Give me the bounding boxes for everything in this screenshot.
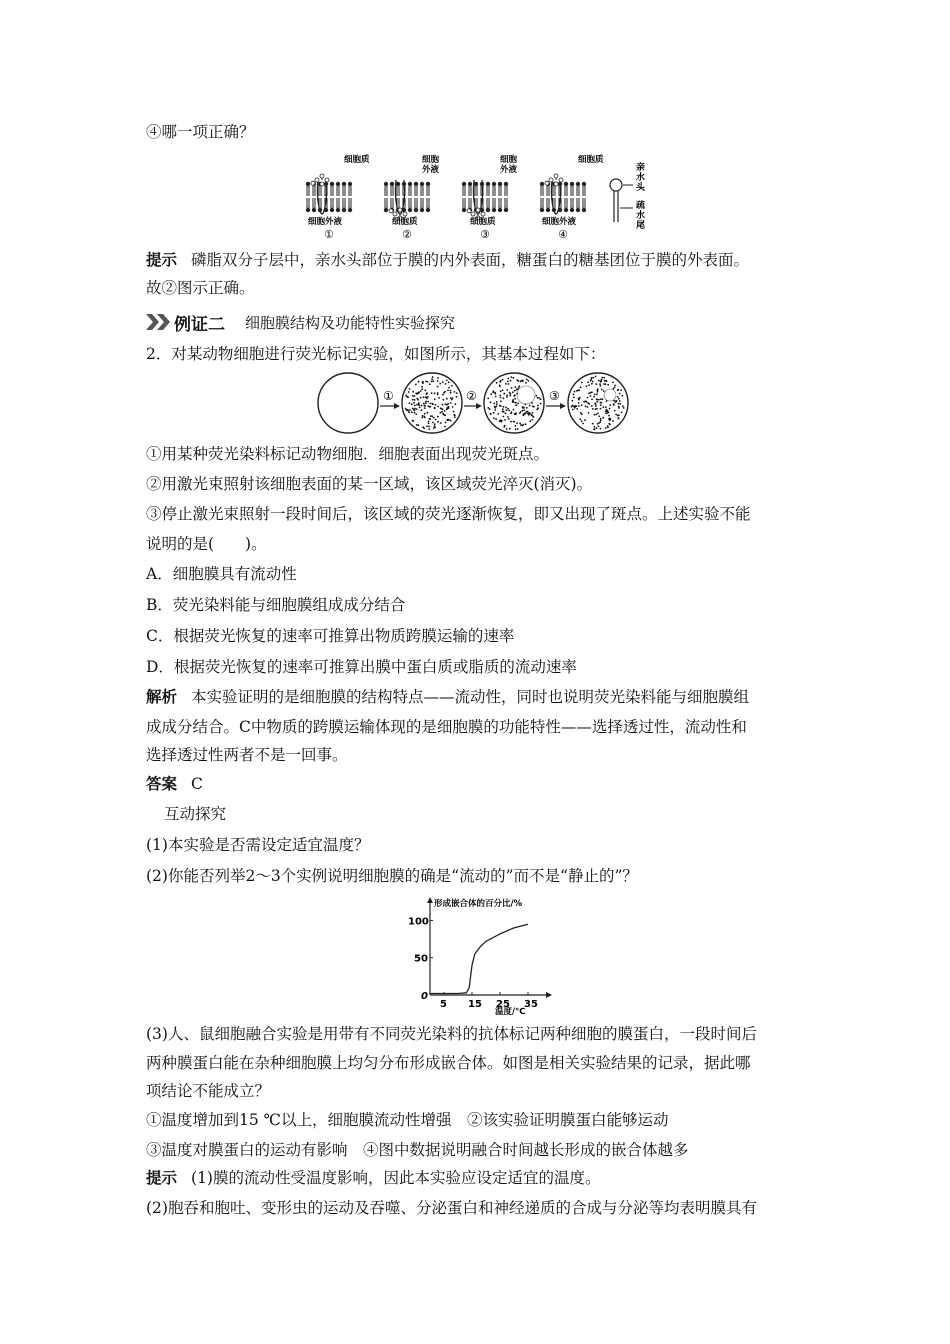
step-arrow-3 [546,389,566,409]
interactive-choices-1: ①温度增加到15 ℃以上，细胞膜流动性增强 ②该实验证明膜蛋白能够运动 [146,1111,669,1129]
interactive-hint1-text: (1)膜的流动性受温度影响，因此本实验应设定适宜的温度。 [191,1169,601,1187]
answer-value: C [191,775,203,793]
interactive-choices-2: ③温度对膜蛋白的运动有影响 ④图中数据说明融合时间越长形成的嵌合体越多 [146,1141,689,1159]
interactive-q3-line3: 项结论不能成立？ [146,1082,271,1100]
membrane-bottom-label: 细胞质 [392,217,418,227]
chart-xlabel: 温度/℃ [495,1007,526,1017]
step-arrow-2 [464,389,482,409]
cell-3 [484,373,544,433]
hint-label: 提示 [146,251,178,269]
y-tick-label: 100 [408,916,429,928]
step-label: ① [383,389,394,403]
interactive-q3-line1: (3)人、鼠细胞融合实验是用带有不同荧光染料的抗体标记两种细胞的膜蛋白，一段时间后 [146,1025,757,1043]
q1-hint-line1 [146,249,749,271]
membrane-panel-4 [540,154,604,241]
analysis-line2: 成成分结合。C中物质的跨膜运输体现的是细胞膜的功能特性——选择透过性，流动性和 [146,718,747,736]
membrane-figure [300,150,660,244]
cell-4 [568,373,628,433]
option-d: D．根据荧光恢复的速率可推算出膜中蛋白质或脂质的流动速率 [146,658,577,676]
interactive-hint2: (2)胞吞和胞吐、变形虫的运动及吞噬、分泌蛋白和神经递质的合成与分泌等均表明膜具有 [146,1199,757,1217]
q1-line: ④哪一项正确？ [146,123,255,141]
membrane-panel-2 [384,154,440,241]
step-arrow-1 [380,389,400,409]
membrane-panel-3 [462,154,518,241]
step-label: ③ [549,389,560,403]
analysis-line1 [146,686,749,708]
x-tick-label: 35 [524,999,538,1010]
analysis-line3: 选择透过性两者不是一回事。 [146,746,348,764]
membrane-bottom-label: 细胞质 [470,217,496,227]
membrane-bottom-label: 细胞外液 [308,217,343,227]
membrane-panel-number: ② [402,228,412,241]
membrane-panel-1 [306,154,370,241]
section-title: 细胞膜结构及功能特性实验探究 [245,313,456,332]
q2-step2: ②用激光束照射该细胞表面的某一区域，该区域荧光淬灭(消灭)。 [146,475,593,493]
x-axis-arrow [546,992,552,998]
interactive-q1: (1)本实验是否需设定适宜温度？ [146,836,370,854]
section-tag: 例证二 [174,314,225,335]
q2-step3: ③停止激光束照射一段时间后，该区域的荧光逐渐恢复，即又出现了斑点。上述实验不能 [146,505,751,523]
option-a: A．细胞膜具有流动性 [146,565,297,583]
chart-axes [427,897,552,998]
series-line-0 [430,924,528,993]
option-b: B．荧光染料能与细胞膜组成成分结合 [146,596,406,614]
membrane-bottom-label: 细胞外液 [542,217,577,227]
section-header [146,309,455,335]
chart-series [430,924,528,993]
interactive-title: 互动探究 [164,805,227,823]
double-chevron-icon [146,312,172,332]
interactive-q3-line2: 两种膜蛋白能在杂种细胞膜上均匀分布形成嵌合体。如图是相关实验结果的记录，据此哪 [146,1054,751,1072]
interactive-hint1 [146,1167,600,1189]
membrane-top-label: 细胞外液 [422,155,440,175]
cell-2 [402,373,462,433]
q2-stem: 2．对某动物细胞进行荧光标记实验，如图所示，其基本过程如下： [146,345,606,363]
membrane-panel-number: ① [324,228,334,241]
membrane-top-label: 细胞外液 [500,155,518,175]
phospholipid-legend [610,161,646,231]
step-label: ② [466,389,477,403]
chart-ylabel: 形成嵌合体的百分比/% [434,899,523,909]
y-axis-arrow [427,897,433,903]
legend-tail-label: 疏水尾 [636,201,646,231]
membrane-panel-number: ③ [480,228,490,241]
q1-hint-line2: 故②图示正确。 [146,279,255,297]
membrane-top-label: 细胞质 [344,155,370,165]
fusion-temperature-chart [398,892,568,1020]
answer-line [146,773,203,795]
cell-1 [318,373,378,433]
analysis-text: 本实验证明的是细胞膜的结构特点——流动性，同时也说明荧光染料能与细胞膜组 [191,688,750,706]
y-tick-label: 50 [414,953,428,965]
interactive-q2: (2)你能否列举2～3个实例说明细胞膜的确是“流动的”而不是“静止的”？ [146,867,638,885]
legend-head-label: 亲水头 [636,163,646,193]
hydrophilic-head-icon [610,179,622,191]
analysis-label: 解析 [146,688,178,706]
answer-label: 答案 [146,775,178,793]
membrane-top-label: 细胞质 [578,155,604,165]
membrane-panel-number: ④ [558,228,568,241]
x-tick-label: 0 [421,991,428,1002]
x-tick-label: 25 [496,999,510,1010]
hint-text: 磷脂双分子层中，亲水头部位于膜的内外表面，糖蛋白的糖基团位于膜的外表面。 [191,251,750,269]
x-tick-label: 15 [468,999,482,1010]
q2-step1: ①用某种荧光染料标记动物细胞．细胞表面出现荧光斑点。 [146,445,550,463]
q2-step3b: 说明的是( )。 [146,535,267,553]
option-c: C．根据荧光恢复的速率可推算出物质跨膜运输的速率 [146,627,515,645]
interactive-hint-label: 提示 [146,1169,178,1187]
x-tick-label: 5 [440,999,447,1010]
fluorescence-cell-figure [316,372,632,434]
